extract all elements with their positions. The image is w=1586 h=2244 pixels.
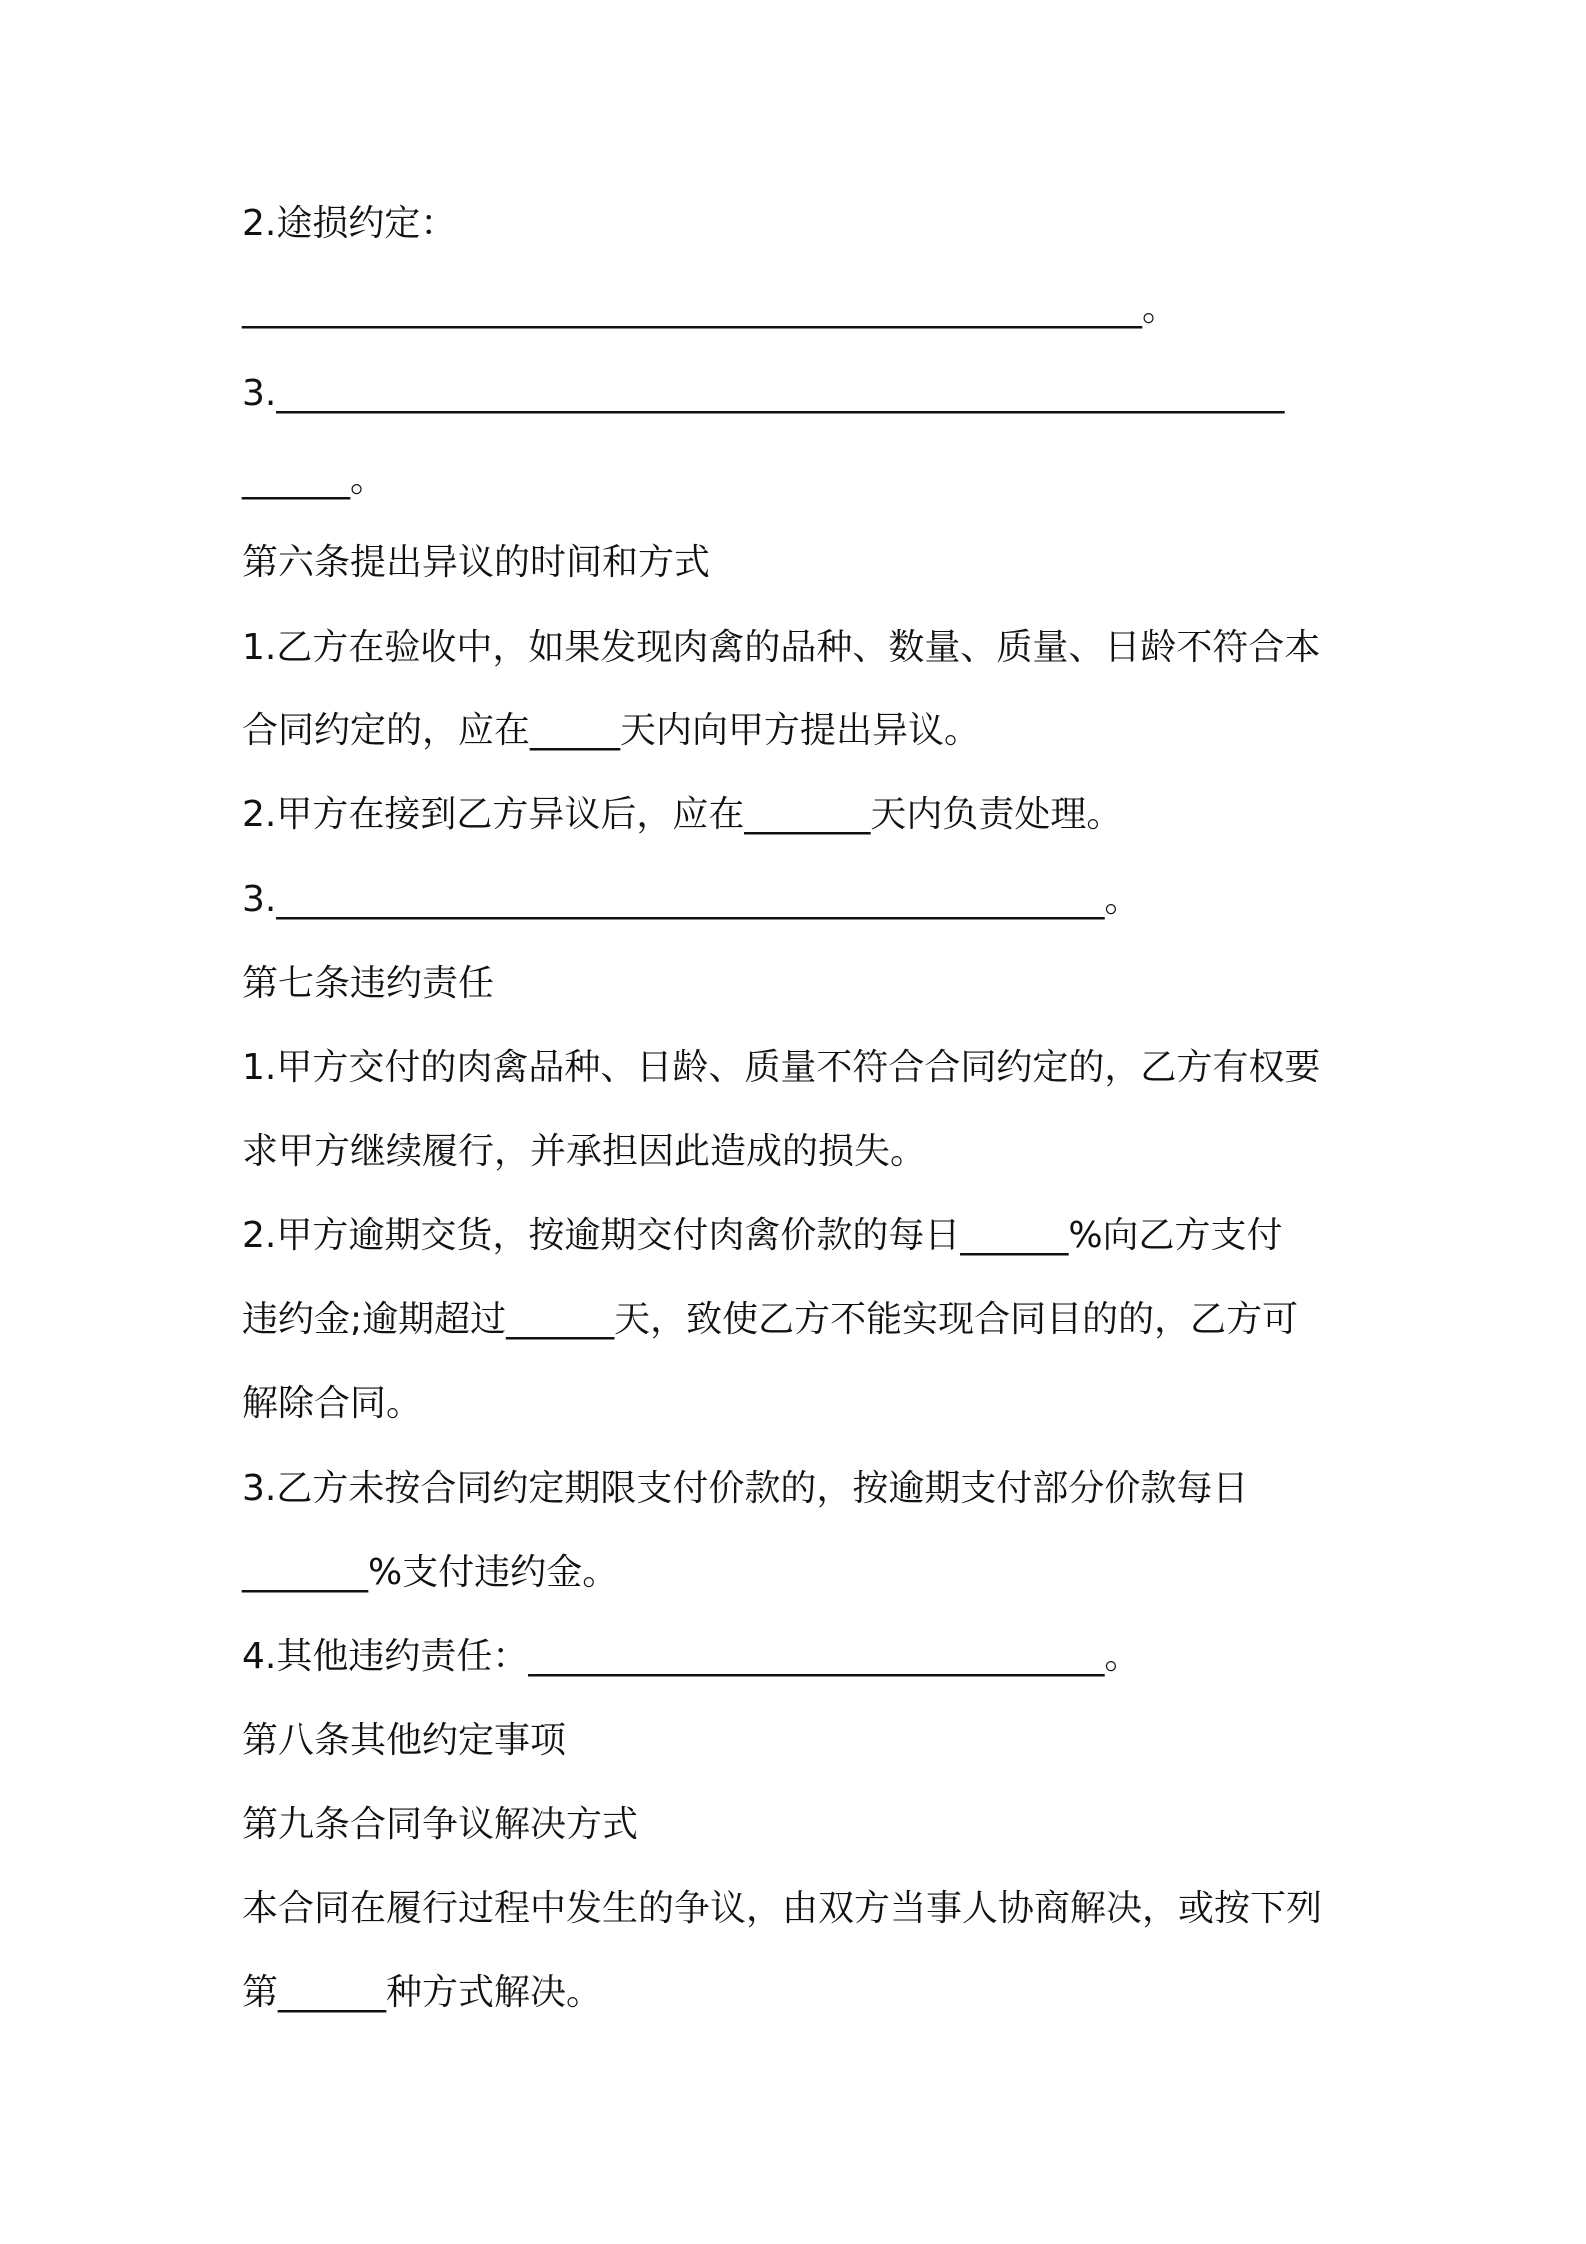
article-7-item-2-continued: 违约金;逾期超过______天，致使乙方不能实现合同目的的，乙方可	[242, 1299, 1299, 1340]
article-6-item-1-continued: 合同约定的，应在_____天内向甲方提出异议。	[242, 710, 981, 751]
clause-5-item-3: 3.________________________________________________________	[242, 373, 1285, 414]
blank-line-continuation: ______。	[242, 459, 387, 500]
article-6-item-2: 2.甲方在接到乙方异议后，应在_______天内负责处理。	[242, 794, 1123, 835]
article-6-item-3: 3.______________________________________________。	[242, 879, 1141, 920]
section-heading-article-9: 第九条合同争议解决方式	[242, 1804, 639, 1845]
section-heading-article-8: 第八条其他约定事项	[242, 1720, 567, 1761]
article-7-item-1: 1.甲方交付的肉禽品种、日龄、质量不符合合同约定的，乙方有权要	[242, 1047, 1321, 1088]
clause-5-item-2-loss-agreement: 2.途损约定：	[242, 203, 457, 244]
article-9-text-continued: 第______种方式解决。	[242, 1972, 603, 2013]
article-7-item-4: 4.其他违约责任：________________________________。	[242, 1636, 1141, 1677]
article-7-item-1-continued: 求甲方继续履行，并承担因此造成的损失。	[242, 1131, 927, 1172]
article-7-item-3-continued: _______%支付违约金。	[242, 1552, 619, 1593]
article-7-item-3: 3.乙方未按合同约定期限支付价款的，按逾期支付部分价款每日	[242, 1468, 1249, 1509]
blank-line: __________________________________________________。	[242, 288, 1178, 329]
article-7-item-2-end: 解除合同。	[242, 1383, 423, 1424]
section-heading-article-7: 第七条违约责任	[242, 963, 495, 1004]
article-6-item-1: 1.乙方在验收中，如果发现肉禽的品种、数量、质量、日龄不符合本	[242, 627, 1321, 668]
section-heading-article-6: 第六条提出异议的时间和方式	[242, 542, 711, 583]
article-9-text: 本合同在履行过程中发生的争议，由双方当事人协商解决，或按下列	[242, 1888, 1323, 1929]
article-7-item-2: 2.甲方逾期交货，按逾期交付肉禽价款的每日______%向乙方支付	[242, 1215, 1283, 1256]
